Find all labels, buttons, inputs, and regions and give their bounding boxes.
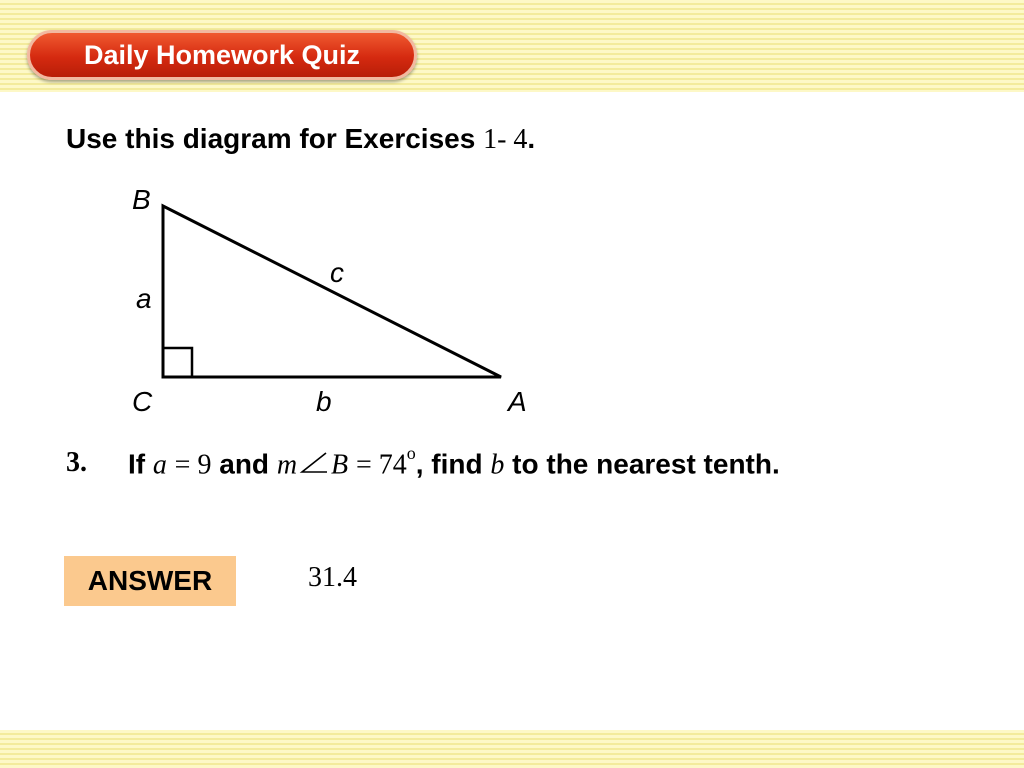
find-word: , find xyxy=(415,448,483,480)
side-b-label: b xyxy=(316,386,332,417)
exercise-range: 1- 4 xyxy=(483,124,528,155)
quiz-title: Daily Homework Quiz xyxy=(27,30,417,80)
exercise-3 xyxy=(66,443,966,487)
vertex-a-label: A xyxy=(508,386,527,417)
angle-icon xyxy=(299,451,329,475)
answer-label: ANSWER xyxy=(64,556,236,606)
variable-B: B xyxy=(331,449,349,481)
side-a-label: a xyxy=(136,283,152,314)
vertex-b-label: B xyxy=(132,184,151,215)
a-value: = 9 xyxy=(174,449,212,481)
triangle-outline xyxy=(163,206,501,377)
vertex-c-label: C xyxy=(132,386,153,417)
instruction-text: Use this diagram for Exercises xyxy=(66,123,476,154)
answer-value: 31.4 xyxy=(308,562,357,593)
footer-band xyxy=(0,730,1024,768)
measure-m: m xyxy=(276,449,298,481)
right-triangle-diagram xyxy=(120,175,550,425)
right-angle-marker xyxy=(163,348,192,377)
side-c-label: c xyxy=(330,257,344,288)
if-word: If xyxy=(128,448,146,480)
instruction-period: . xyxy=(527,123,536,154)
question-rest: to the nearest tenth. xyxy=(512,448,780,480)
angle-value: = 74 xyxy=(355,449,407,481)
and-word: and xyxy=(219,448,270,480)
degree-symbol: o xyxy=(406,443,416,463)
exercise-text xyxy=(128,443,780,481)
diagram-instruction xyxy=(66,123,535,156)
variable-b: b xyxy=(490,449,505,481)
variable-a: a xyxy=(152,449,167,481)
exercise-number: 3. xyxy=(66,447,87,478)
